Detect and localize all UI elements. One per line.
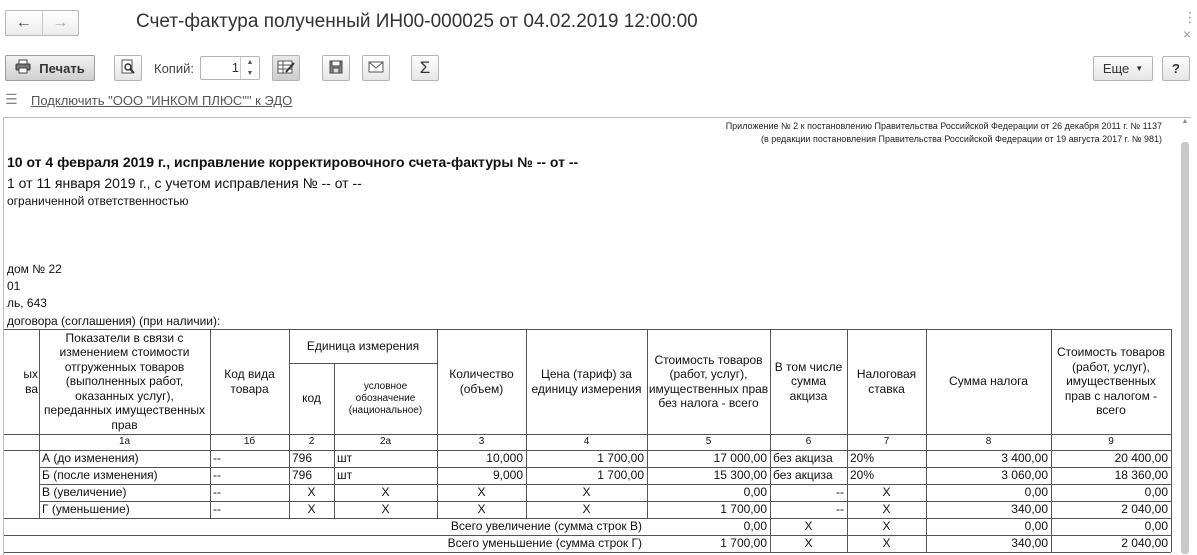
- table-cell: 20 400,00: [1114, 451, 1168, 466]
- grid-line-v: [1171, 329, 1172, 552]
- column-number: 1б: [243, 436, 256, 447]
- sigma-icon: Σ: [419, 58, 431, 77]
- table-cell: В (увеличение): [42, 485, 127, 500]
- edo-connect-link[interactable]: Подключить "ООО "ИНКОМ ПЛЮС"" к ЭДО: [31, 93, 293, 108]
- table-cell: --: [213, 468, 221, 483]
- total-cost-with-tax: 0,00: [1144, 519, 1168, 534]
- grid-line-h: [4, 329, 1171, 330]
- table-cell: X: [307, 485, 316, 500]
- total-tax-rate: X: [882, 519, 891, 534]
- table-cell: 340,00: [1011, 502, 1048, 517]
- printer-icon: [15, 59, 31, 77]
- grid-line-h: [4, 434, 1171, 435]
- table-cell: без акциза: [773, 468, 833, 483]
- contract-line: договора (соглашения) (при наличии):: [7, 314, 221, 328]
- document-subheading: 1 от 11 января 2019 г., с учетом исправления № -- от --: [7, 175, 362, 191]
- table-cell: X: [882, 502, 891, 517]
- copies-stepper[interactable]: [200, 56, 260, 80]
- total-cost-without-tax: 0,00: [743, 519, 767, 534]
- grid-line-v: [847, 329, 848, 552]
- header-product-code: Код вида товара: [224, 367, 275, 396]
- table-cell: X: [582, 502, 591, 517]
- table-cell: 20%: [850, 451, 875, 466]
- table-cell: 0,00: [1144, 485, 1168, 500]
- table-cell: 796: [292, 468, 313, 483]
- header-excise: В том числе сумма акциза: [774, 359, 843, 403]
- table-cell: 1 700,00: [597, 468, 644, 483]
- column-number: 9: [1108, 436, 1114, 447]
- spin-buttons[interactable]: [240, 57, 259, 79]
- grid-line-h: [4, 518, 1171, 519]
- table-cell: 2 040,00: [1121, 502, 1168, 517]
- more-actions-icon[interactable]: ⋮: [1183, 9, 1197, 25]
- total-cost-with-tax: 2 040,00: [1121, 536, 1168, 551]
- grid-line-v: [334, 363, 335, 518]
- more-button[interactable]: [1093, 56, 1153, 81]
- header-tax-amount: Сумма налога: [949, 374, 1028, 389]
- grid-line-v: [437, 329, 438, 518]
- document-heading: 10 от 4 февраля 2019 г., исправление корректировочного счета-фактуры № -- от --: [7, 154, 579, 170]
- header-price: Цена (тариф) за единицу измерения: [531, 367, 642, 396]
- sum-button[interactable]: [411, 55, 439, 81]
- preview-button[interactable]: [114, 55, 142, 81]
- send-email-button[interactable]: [362, 55, 390, 81]
- vertical-scrollbar[interactable]: [1180, 118, 1190, 554]
- header-unit-group: Единица измерения: [306, 338, 420, 353]
- total-tax-amount: 0,00: [1024, 519, 1048, 534]
- table-cell: 1 700,00: [597, 451, 644, 466]
- spin-up-icon[interactable]: ▲: [246, 59, 254, 66]
- page-title: Счет-фактура полученный ИН00-000025 от 04.02.2019 12:00:00: [136, 11, 698, 32]
- grid-line-h: [4, 535, 1171, 536]
- save-button[interactable]: [322, 55, 350, 81]
- table-cell: 796: [292, 451, 313, 466]
- column-number: 8: [985, 436, 992, 447]
- grid-line-v: [210, 329, 211, 518]
- arrow-left-icon: ←: [15, 14, 32, 31]
- table-cell: А (до изменения): [42, 451, 139, 466]
- appendix-line-1: Приложение № 2 к постановлению Правительства Российской Федерации от 26 декабря 2011 г. № 1137: [725, 121, 1162, 131]
- column-number: 3: [478, 436, 485, 447]
- help-button[interactable]: ?: [1162, 56, 1190, 81]
- table-cell: 17 000,00: [713, 451, 767, 466]
- total-tax-amount: 340,00: [1011, 536, 1048, 551]
- column-number: 6: [805, 436, 812, 447]
- invoice-table: [4, 118, 1191, 555]
- table-cell: без акциза: [773, 451, 833, 466]
- grid-line-h: [4, 552, 1171, 553]
- floppy-disk-icon: [328, 59, 344, 78]
- table-cell: --: [836, 485, 844, 500]
- address-line-2: 01: [7, 279, 21, 293]
- grid-line-h: [39, 501, 1171, 502]
- grid-line-v: [39, 329, 40, 518]
- column-number: 4: [583, 436, 590, 447]
- grid-line-v: [647, 329, 648, 518]
- close-icon[interactable]: ×: [1183, 26, 1192, 42]
- grid-line-v: [926, 329, 927, 552]
- print-button-label: Печать: [39, 60, 85, 76]
- appendix-line-2: (в редакции постановления Правительства Российской Федерации от 19 августа 2017 г. № 981): [760, 134, 1162, 144]
- grid-line-v: [526, 329, 527, 518]
- table-cell: --: [213, 485, 221, 500]
- scrollbar-thumb[interactable]: [1181, 142, 1189, 554]
- chevron-down-icon: ▼: [1135, 64, 1144, 73]
- table-cell: 3 060,00: [1001, 468, 1048, 483]
- copies-input[interactable]: [203, 60, 239, 75]
- preview-icon: [120, 59, 136, 78]
- table-cell: --: [213, 451, 221, 466]
- table-cell: 3 400,00: [1001, 451, 1048, 466]
- header-tax-rate: Налоговая ставка: [856, 367, 917, 396]
- more-button-label: Еще: [1102, 61, 1130, 76]
- org-line: ограниченной ответственностью: [7, 194, 189, 208]
- copies-label: Копий:: [154, 61, 194, 76]
- grid-line-h: [4, 450, 1171, 451]
- table-cell: X: [477, 485, 486, 500]
- column-number: 7: [883, 436, 890, 447]
- grid-line-v: [289, 329, 290, 518]
- address-line-1: дом № 22: [7, 262, 62, 276]
- grid-line-v: [1051, 329, 1052, 552]
- edit-mode-button[interactable]: [272, 55, 300, 81]
- total-label: Всего увеличение (сумма строк В): [450, 519, 642, 534]
- table-cell: X: [381, 485, 390, 500]
- total-excise: X: [804, 536, 813, 551]
- document-view[interactable]: [3, 117, 1191, 555]
- table-cell: 9,000: [492, 468, 523, 483]
- envelope-icon: [368, 60, 384, 77]
- header-quantity: Количество (объем): [449, 367, 514, 396]
- grid-line-v: [770, 329, 771, 552]
- table-cell: X: [582, 485, 591, 500]
- total-label: Всего уменьшение (сумма строк Г): [447, 536, 642, 551]
- edit-table-icon: [277, 59, 295, 78]
- table-cell: 20%: [850, 468, 875, 483]
- column-number: 1а: [118, 436, 131, 447]
- table-cell: X: [381, 502, 390, 517]
- table-cell: шт: [337, 468, 353, 483]
- spin-down-icon[interactable]: ▼: [246, 70, 254, 77]
- table-cell: 18 360,00: [1114, 468, 1168, 483]
- table-cell: 0,00: [1024, 485, 1048, 500]
- forward-button[interactable]: [43, 11, 79, 35]
- total-excise: X: [804, 519, 813, 534]
- table-cell: --: [213, 502, 221, 517]
- column-number: 2а: [379, 436, 392, 447]
- table-cell: 10,000: [486, 451, 523, 466]
- header-cost-without-tax: Стоимость товаров (работ, услуг), имущественных прав без налога - всего: [648, 352, 769, 410]
- header-col-0: ых ва: [23, 367, 38, 396]
- header-unit-name: условное обозначение (национальное): [348, 380, 423, 416]
- table-cell: шт: [337, 451, 353, 466]
- navigation-buttons: [5, 10, 79, 36]
- back-button[interactable]: [6, 11, 43, 35]
- grid-line-h: [39, 467, 1171, 468]
- table-cell: Б (после изменения): [42, 468, 158, 483]
- table-cell: X: [477, 502, 486, 517]
- header-indicators: Показатели в связи с изменением стоимости отгруженных товаров (выполненных работ, оказанных услуг), переданных имущественных прав: [44, 330, 205, 432]
- header-unit-code: код: [302, 391, 321, 406]
- table-cell: --: [836, 502, 844, 517]
- table-cell: 15 300,00: [713, 468, 767, 483]
- table-cell: 1 700,00: [720, 502, 767, 517]
- column-number: 5: [705, 436, 712, 447]
- table-cell: 0,00: [743, 485, 767, 500]
- print-button[interactable]: [5, 55, 95, 81]
- table-cell: X: [882, 485, 891, 500]
- table-cell: X: [307, 502, 316, 517]
- arrow-right-icon: →: [52, 14, 69, 31]
- grid-line-h: [39, 484, 1171, 485]
- scroll-up-icon[interactable]: ▲: [1181, 118, 1189, 125]
- total-tax-rate: X: [882, 536, 891, 551]
- table-cell: Г (уменьшение): [42, 502, 130, 517]
- address-line-3: ль, 643: [7, 296, 47, 310]
- grid-line-h: [289, 363, 437, 364]
- column-number: 2: [308, 436, 315, 447]
- total-cost-without-tax: 1 700,00: [720, 536, 767, 551]
- edo-icon: ☰: [5, 91, 18, 107]
- header-cost-with-tax: Стоимость товаров (работ, услуг), имущественных прав с налогом - всего: [1056, 345, 1166, 418]
